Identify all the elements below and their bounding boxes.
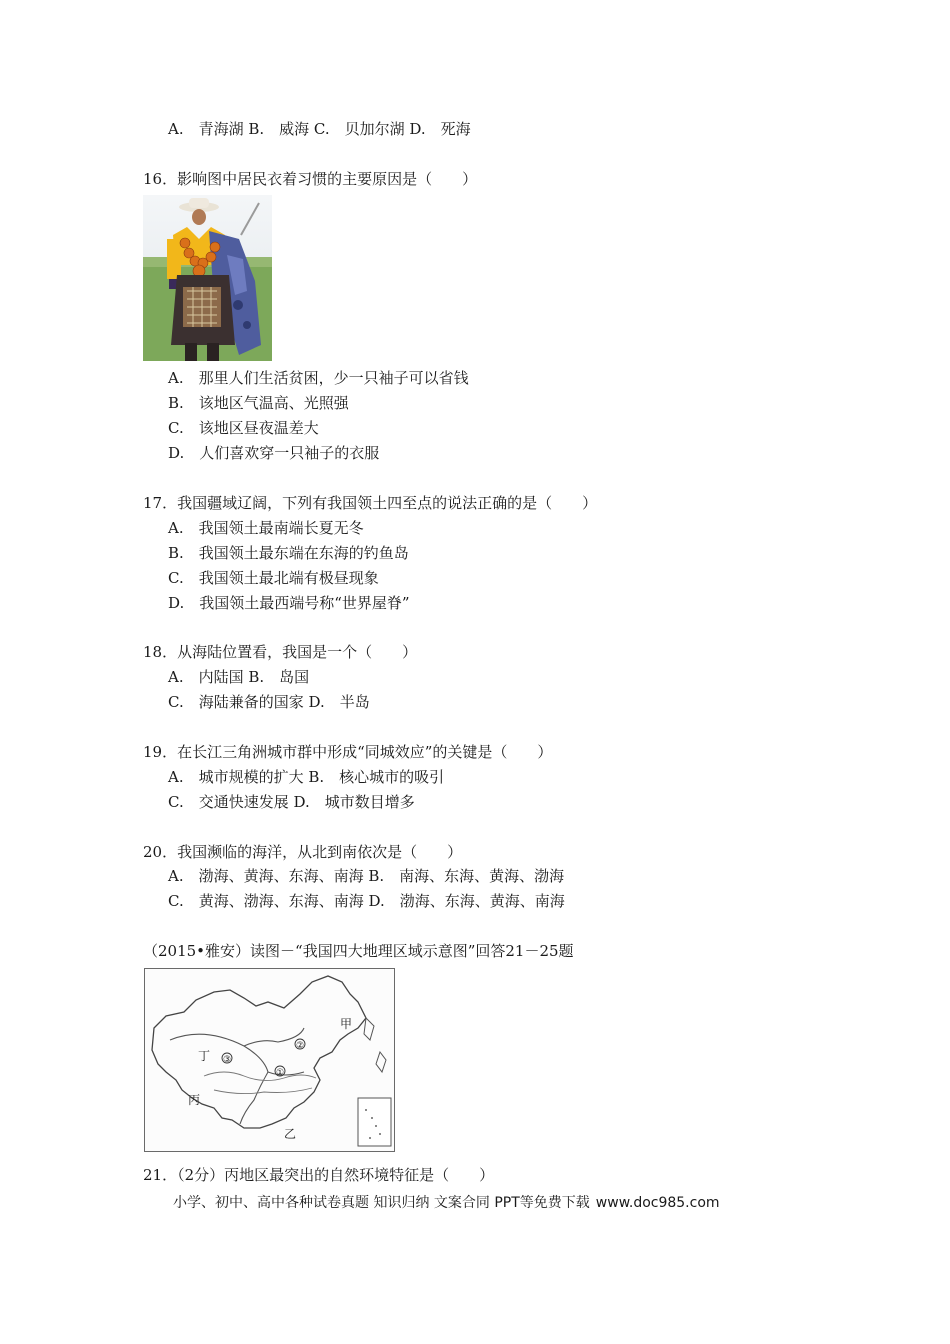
- q16-option-b: B. 该地区气温高、光照强: [168, 394, 349, 412]
- map-label-yi: 乙: [284, 1127, 297, 1141]
- q18-stem: 18．从海陆位置看，我国是一个（ ）: [143, 643, 418, 661]
- q17-option-d: D. 我国领土最西端号称“世界屋脊”: [168, 594, 410, 612]
- footer-url[interactable]: www.doc985.com: [595, 1195, 720, 1211]
- q21-stem: 21．（2分）丙地区最突出的自然环境特征是（ ）: [143, 1166, 495, 1184]
- q17-option-a: A. 我国领土最南端长夏无冬: [168, 519, 364, 537]
- q16-stem: 16．影响图中居民衣着习惯的主要原因是（ ）: [143, 170, 478, 188]
- map-label-jia: 甲: [340, 1017, 353, 1031]
- q16-option-c: C. 该地区昼夜温差大: [168, 419, 319, 437]
- footer-text: 小学、初中、高中各种试卷真题 知识归纳 文案合同 PPT等免费下载: [173, 1195, 590, 1211]
- map-label-3: ③: [223, 1055, 232, 1065]
- q17-stem: 17．我国疆域辽阔，下列有我国领土四至点的说法正确的是（ ）: [143, 494, 598, 512]
- q17-option-c: C. 我国领土最北端有极昼现象: [168, 569, 379, 587]
- map-label-ding: 丁: [198, 1049, 211, 1063]
- map-label-1: ①: [276, 1068, 285, 1078]
- q20-stem: 20．我国濒临的海洋，从北到南依次是（ ）: [143, 843, 463, 861]
- map-intro: （2015•雅安）读图－“我国四大地理区域示意图”回答21－25题: [143, 942, 574, 960]
- tibetan-man-photo: [143, 195, 272, 361]
- q20-option-ab: A. 渤海、黄海、东海、南海 B. 南海、东海、黄海、渤海: [168, 867, 565, 885]
- china-regions-map: [144, 968, 395, 1152]
- q15-options: A. 青海湖 B. 威海 C. 贝加尔湖 D. 死海: [168, 120, 471, 138]
- q18-option-cd: C. 海陆兼备的国家 D. 半岛: [168, 693, 370, 711]
- map-label-bing: 丙: [188, 1093, 201, 1107]
- q19-option-cd: C. 交通快速发展 D. 城市数目增多: [168, 793, 415, 811]
- q16-option-a: A. 那里人们生活贫困，少一只袖子可以省钱: [168, 369, 469, 387]
- q17-option-b: B. 我国领土最东端在东海的钓鱼岛: [168, 544, 409, 562]
- q19-option-ab: A. 城市规模的扩大 B. 核心城市的吸引: [168, 768, 445, 786]
- map-label-2: ②: [296, 1041, 305, 1051]
- q18-option-ab: A. 内陆国 B. 岛国: [168, 668, 310, 686]
- q20-option-cd: C. 黄海、渤海、东海、南海 D. 渤海、东海、黄海、南海: [168, 892, 565, 910]
- q16-option-d: D. 人们喜欢穿一只袖子的衣服: [168, 444, 380, 462]
- page-footer: [173, 1192, 720, 1212]
- q19-stem: 19．在长江三角洲城市群中形成“同城效应”的关键是（ ）: [143, 743, 553, 761]
